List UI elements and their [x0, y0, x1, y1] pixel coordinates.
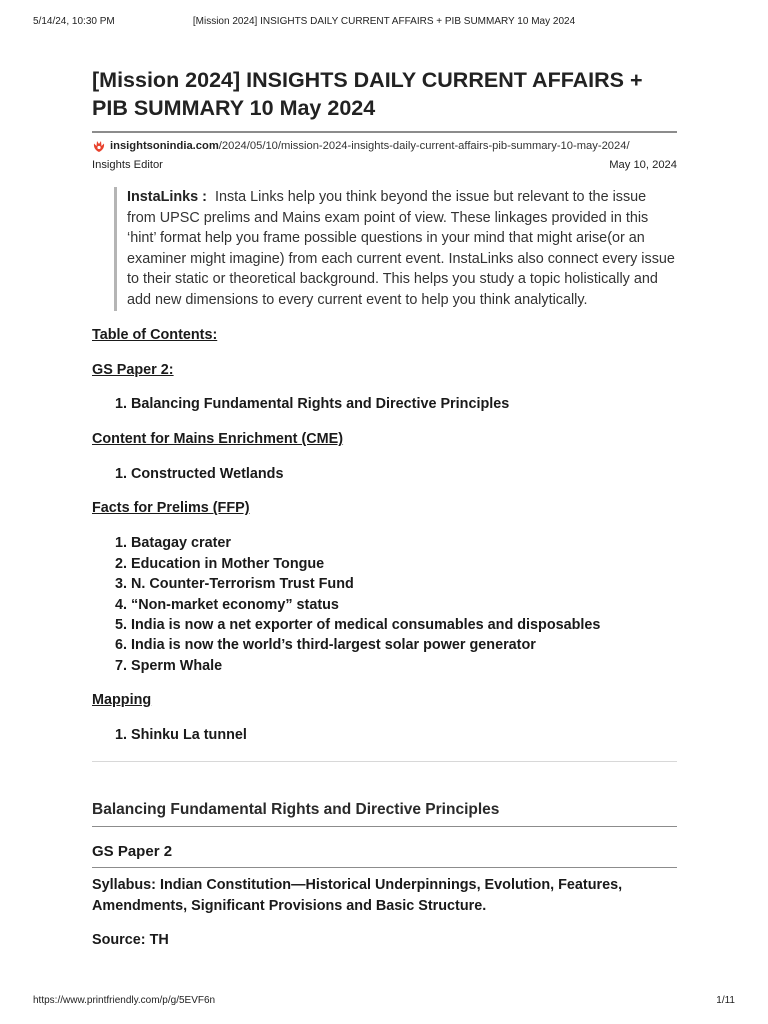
- list-item[interactable]: 4. “Non-market economy” status: [131, 595, 677, 615]
- instalinks-text: Insta Links help you think beyond the issue but relevant to the issue from UPSC prelims and Mains exam point of view. These linkages provided in this ‘hint’ format help you frame possible questions in your mind that might arise(or an examiner might imagine) from each current event. InstaLinks also connect every issue to their static or theoretical background. This helps you study a topic holistically and add new dimensions to every current event to help you think analytically.: [127, 189, 675, 308]
- list-item[interactable]: 6. India is now the world’s third-largest solar power generator: [131, 635, 677, 655]
- print-header: [33, 16, 735, 30]
- source-note: Source: TH: [92, 931, 169, 948]
- article-title: [Mission 2024] INSIGHTS DAILY CURRENT AFFAIRS + PIB SUMMARY 10 May 2024: [92, 68, 643, 120]
- syllabus: Syllabus: Indian Constitution—Historical Underpinnings, Evolution, Features, Amendments, Significant Provisions and Basic Structure.: [92, 876, 623, 914]
- publish-date: May 10, 2024: [609, 159, 677, 171]
- list-item[interactable]: 2. Education in Mother Tongue: [131, 554, 677, 574]
- toc-heading[interactable]: Table of Contents:: [92, 326, 218, 343]
- list-item[interactable]: 1. Constructed Wetlands: [131, 464, 677, 484]
- list-item[interactable]: 1. Shinku La tunnel: [131, 725, 677, 745]
- section-title-rule: [92, 826, 677, 827]
- meta-line: [92, 159, 677, 175]
- list-item[interactable]: 1. Balancing Fundamental Rights and Directive Principles: [131, 394, 677, 414]
- source-domain[interactable]: insightsonindia.com: [110, 140, 219, 152]
- insights-logo-icon: [92, 139, 106, 153]
- mapping-link[interactable]: Mapping: [92, 692, 152, 709]
- mapping-list: [92, 725, 677, 745]
- list-item[interactable]: 3. N. Counter-Terrorism Trust Fund: [131, 574, 677, 594]
- ffp-link[interactable]: Facts for Prelims (FFP): [92, 500, 250, 517]
- ffp-list: [92, 533, 677, 676]
- cme-link[interactable]: Content for Mains Enrichment (CME): [92, 430, 344, 447]
- source-line: [92, 138, 677, 154]
- list-item[interactable]: 5. India is now a net exporter of medical consumables and disposables: [131, 615, 677, 635]
- title-divider: [92, 131, 677, 133]
- author: Insights Editor: [92, 159, 163, 171]
- gs-paper-heading: GS Paper 2: [92, 842, 173, 860]
- instalinks-label: InstaLinks :: [127, 189, 207, 205]
- article: [92, 66, 677, 951]
- list-item[interactable]: 7. Sperm Whale: [131, 656, 677, 676]
- instalinks-quote: [114, 187, 677, 311]
- print-page-title: [Mission 2024] INSIGHTS DAILY CURRENT AFFAIRS + PIB SUMMARY 10 May 2024: [192, 16, 576, 27]
- gs-paper-rule: [92, 867, 677, 868]
- print-footer: [33, 995, 735, 1009]
- print-timestamp: 5/14/24, 10:30 PM: [33, 16, 115, 27]
- page-number: 1/11: [716, 995, 735, 1006]
- list-item[interactable]: 1. Batagay crater: [131, 533, 677, 553]
- section-divider: [92, 761, 677, 762]
- gs-paper-2-list: [92, 394, 677, 414]
- gs-paper-2-link[interactable]: GS Paper 2:: [92, 361, 174, 378]
- source-path[interactable]: /2024/05/10/mission-2024-insights-daily-current-affairs-pib-summary-10-may-2024/: [218, 140, 630, 152]
- cme-list: [92, 464, 677, 484]
- section-title: Balancing Fundamental Rights and Directive Principles: [92, 800, 500, 818]
- print-footer-url: https://www.printfriendly.com/p/g/5EVF6n: [33, 995, 216, 1006]
